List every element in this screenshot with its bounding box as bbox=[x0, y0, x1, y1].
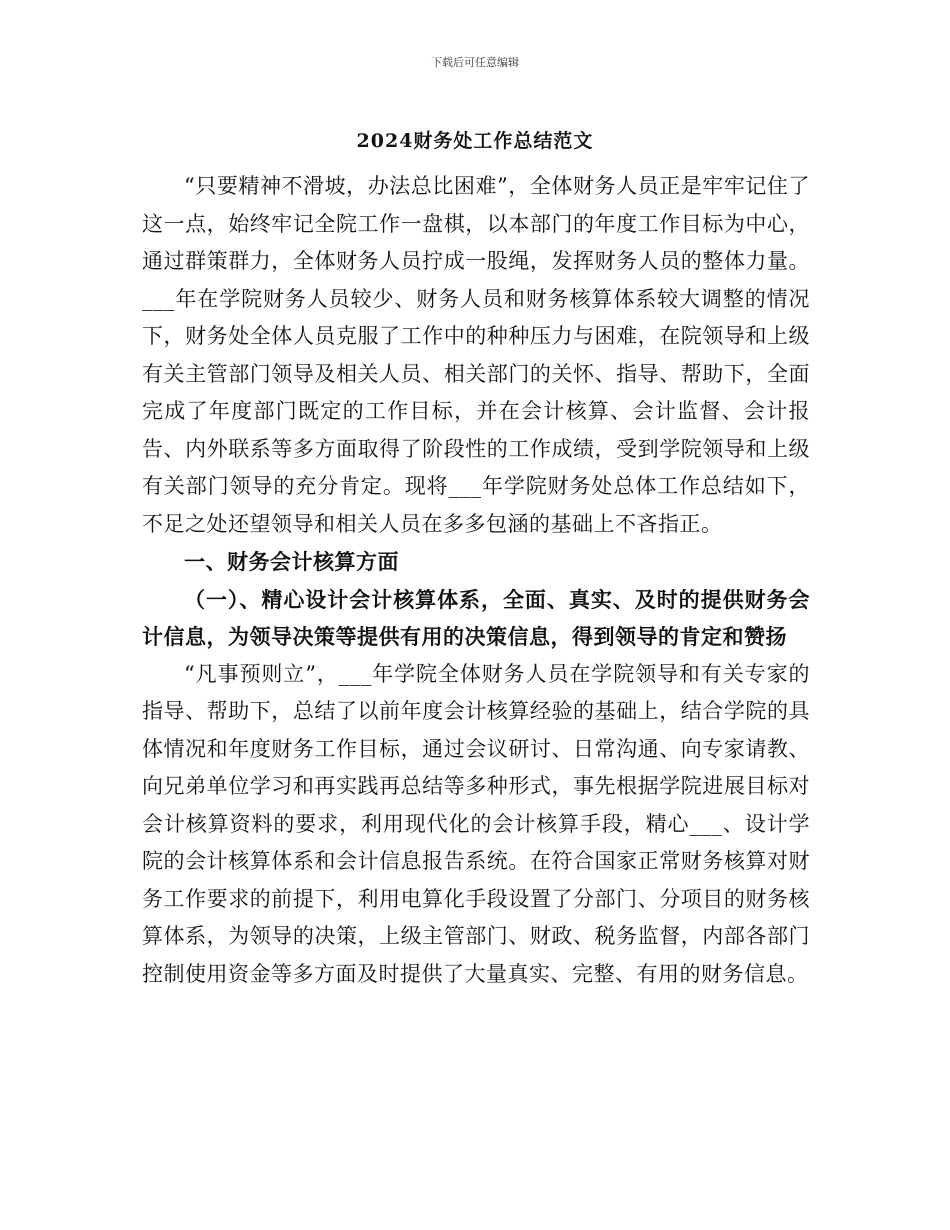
document-title: 2024财务处工作总结范文 bbox=[356, 130, 594, 152]
subsection-heading: （一）、精心设计会计核算体系，全面、真实、及时的提供财务会计信息，为领导决策等提供有用的决策信息，得到领导的肯定和赞扬 bbox=[142, 586, 810, 649]
section-heading: 一、财务会计核算方面 bbox=[184, 549, 399, 574]
header-note: 下载后可任意编辑 bbox=[431, 56, 519, 69]
document-body bbox=[142, 168, 810, 993]
intro-paragraph: “只要精神不滑坡，办法总比困难”，全体财务人员正是牢牢记住了这一点，始终牢记全院工作一盘棋，以本部门的年度工作目标为中心，通过群策群力，全体财务人员拧成一股绳，发挥财务人员的整体力量。___年在学院财务人员较少、财务人员和财务核算体系较大调整的情况下，财务处全体人员克服了工作中的种种压力与困难，在院领导和上级有关主管部门领导及相关人员、相关部门的关怀、指导、帮助下，全面完成了年度部门既定的工作目标，并在会计核算、会计监督、会计报告、内外联系等多方面取得了阶段性的工作成绩，受到学院领导和上级有关部门领导的充分肯定。现将___年学院财务处总体工作总结如下，不足之处还望领导和相关人员在多多包涵的基础上不吝指正。 bbox=[142, 174, 810, 536]
body-paragraph: “凡事预则立”，___年学院全体财务人员在学院领导和有关专家的指导、帮助下，总结了以前年度会计核算经验的基础上，结合学院的具体情况和年度财务工作目标，通过会议研讨、日常沟通、向专家请教、向兄弟单位学习和再实践再总结等多种形式，事先根据学院进展目标对会计核算资料的要求，利用现代化的会计核算手段，精心___、设计学院的会计核算体系和会计信息报告系统。在符合国家正常财务核算对财务工作要求的前提下，利用电算化手段设置了分部门、分项目的财务核算体系，为领导的决策，上级主管部门、财政、税务监督，内部各部门控制使用资金等多方面及时提供了大量真实、完整、有用的财务信息。 bbox=[142, 661, 810, 986]
